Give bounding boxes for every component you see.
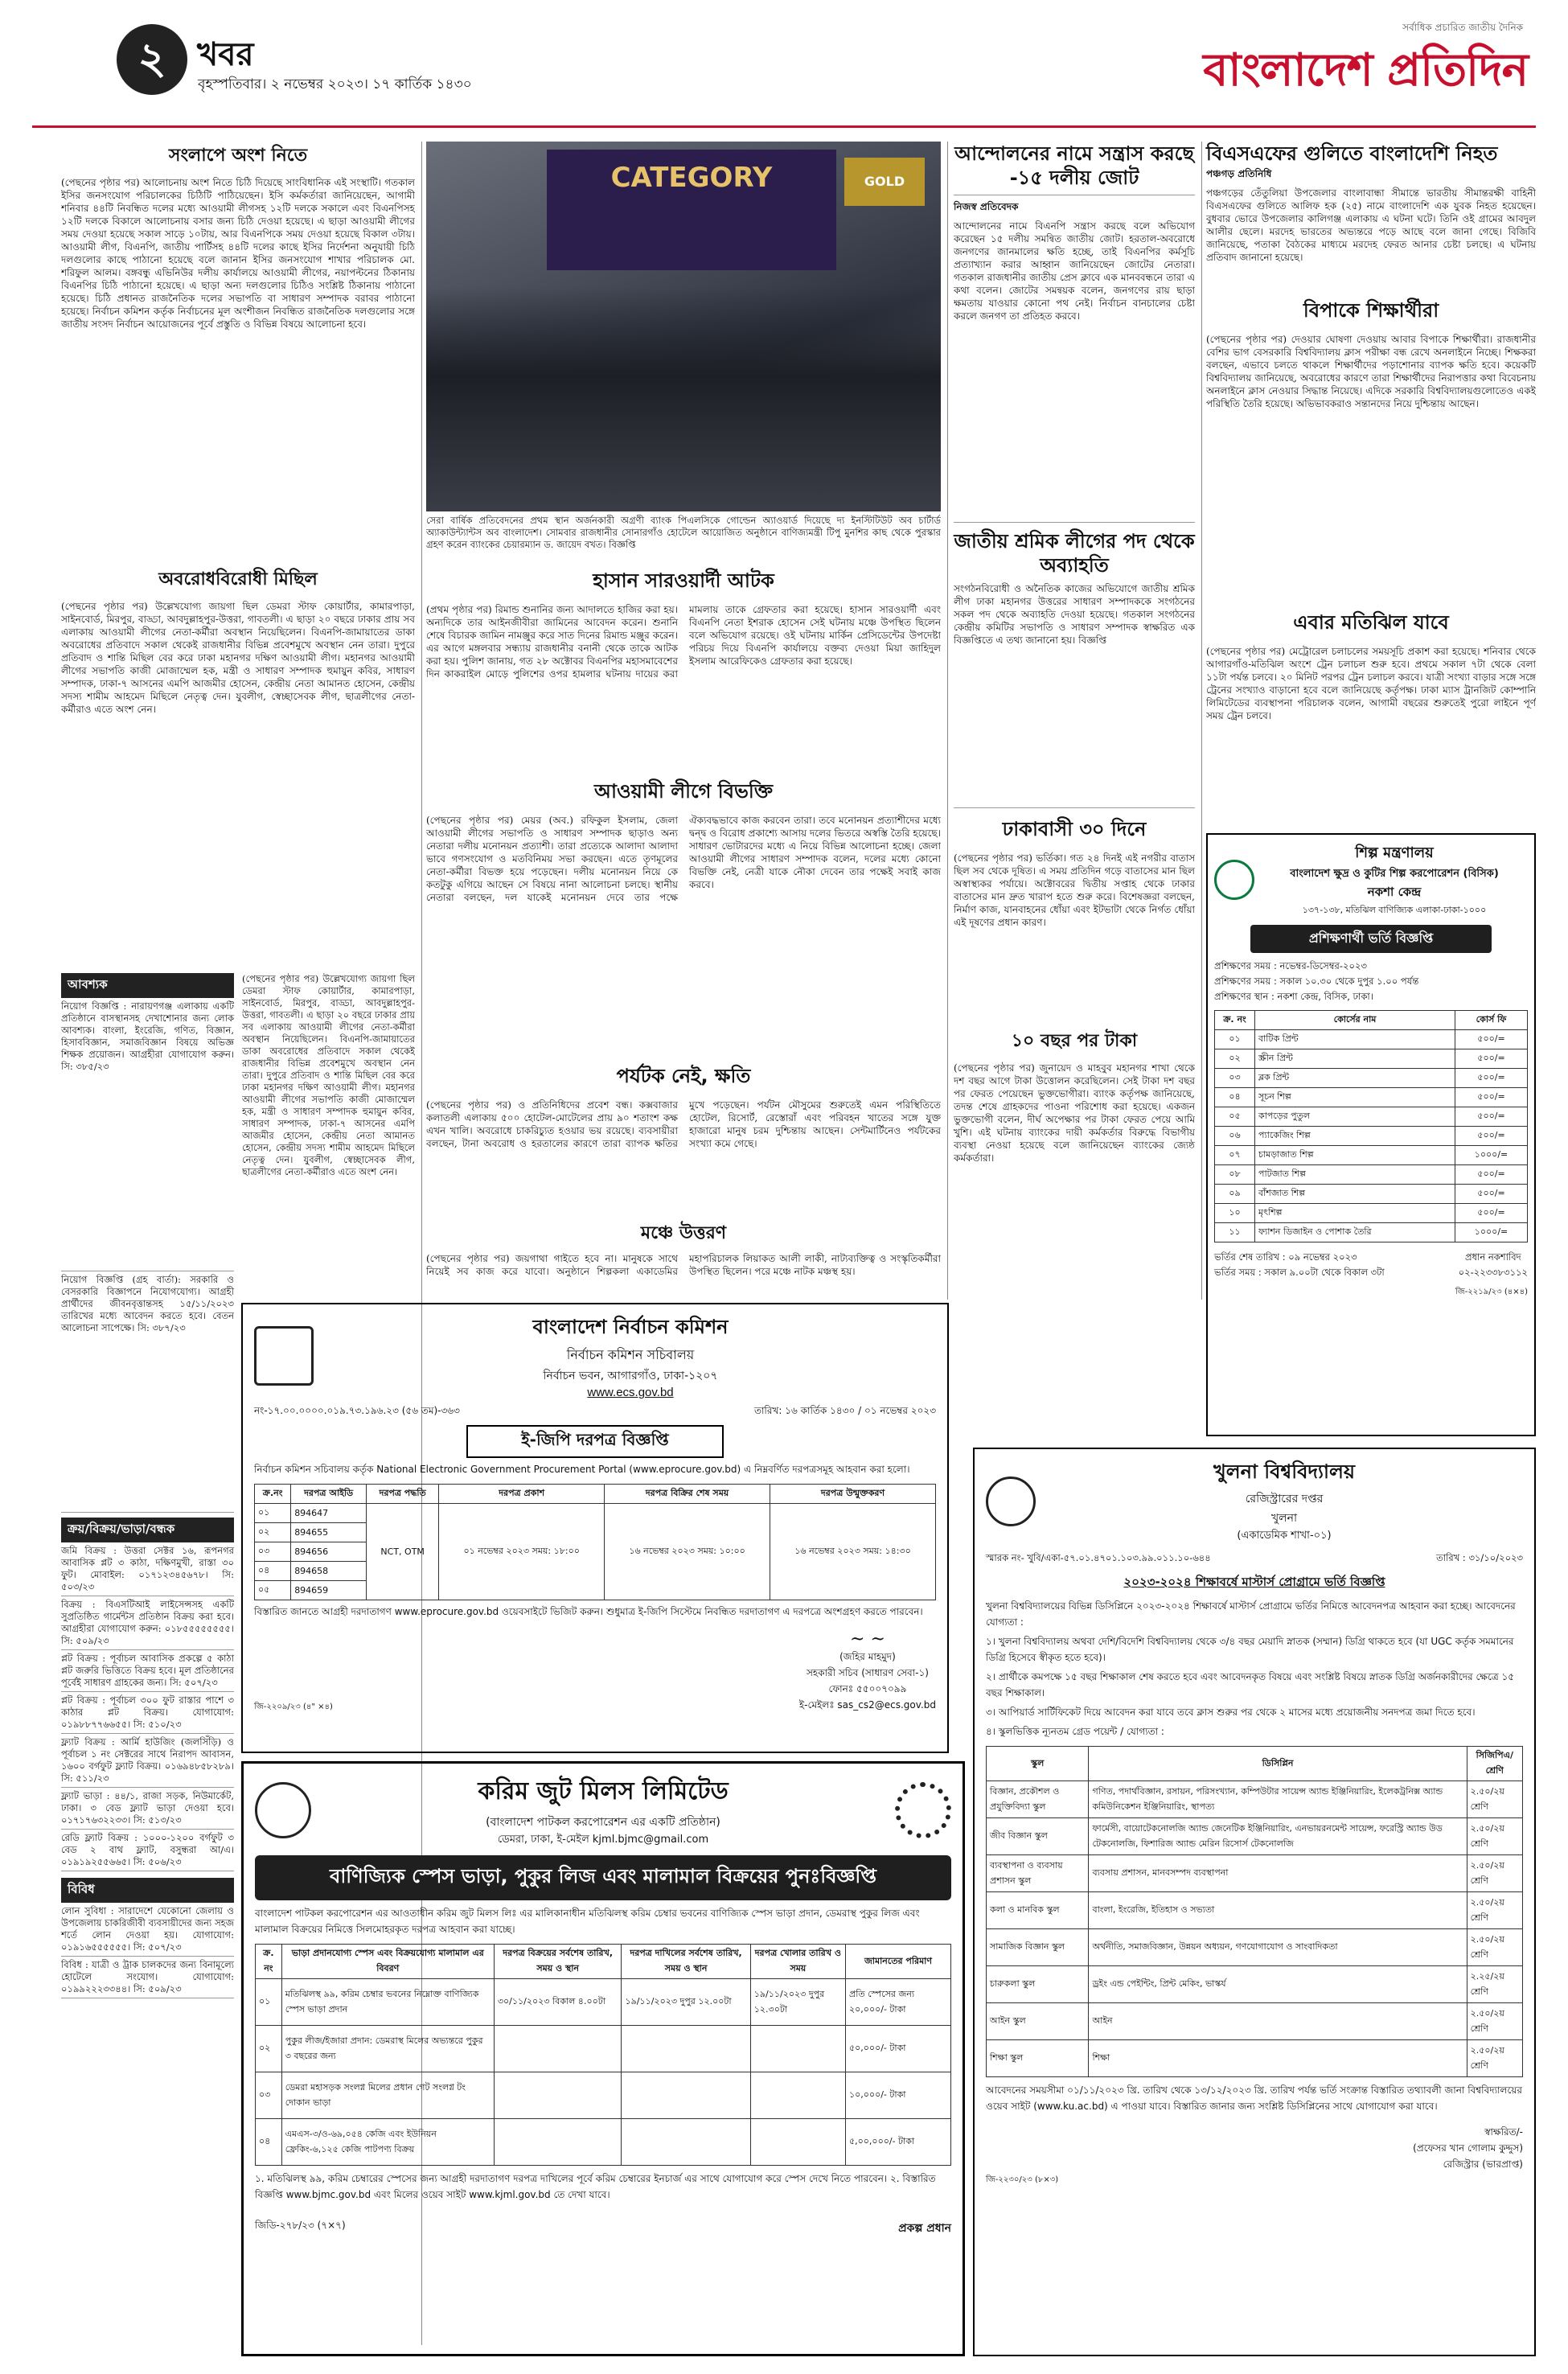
notice-footer: বিস্তারিত জানতে আগ্রহী দরদাতাগণ www.eprocure.gov.bd ওয়েবসাইটে ভিজিট করুন। শুধুমাত্র ই-জিপি সিস্টেমে নিবন্ধিত দরদাতাগণ এ দরপত্রে অংশগ্রহণ করতে পারবেন। (254, 1606, 923, 1617)
table-cell: ৫০০/= (1455, 1127, 1528, 1146)
signature-note: স্বাক্ষরিত/- (1484, 2126, 1523, 2138)
table-header: ক্র.নং (255, 1485, 291, 1504)
ad-address: ডেমরা, ঢাকা, ই-মেইল kjml.bjmc@gmail.com (497, 1834, 709, 1846)
table-cell: ৩০/১১/২০২৩ বিকাল ৪.০০টা (494, 1979, 622, 2026)
table-cell: ৫০০/= (1455, 1088, 1528, 1107)
ad-subtitle: রেজিস্ট্রারের দপ্তর (1245, 1493, 1324, 1505)
classified-item: প্লট বিক্রয় : পূর্বাচল আবাসিক প্রকল্পে ৫ কাঠা প্লট জরুরি ভিত্তিতে বিক্রয় হবে। মূল প্রতিষ্ঠানের পূর্বেই সাধারণ গ্রাহকের জন্য। সি: ৫০৭/২৩ (61, 1650, 234, 1692)
table-cell (622, 2026, 750, 2072)
table-header: ডিসিপ্লিন (1089, 1747, 1467, 1781)
table-cell: ১০০০/= (1455, 1223, 1528, 1242)
table-cell: ডেমরা মহাসড়ক সংলগ্ন মিলের প্রধান গেট সংলগ্ন টং দোকান ভাড়া (281, 2072, 494, 2119)
bjmc-logo-icon (255, 1782, 311, 1838)
page-number: ২ (138, 33, 166, 84)
table-cell: শিক্ষা স্কুল (987, 2040, 1089, 2077)
story-body: (পেছনের পৃষ্ঠার পর) আলোচনায় অংশ নিতে চিঠি দিয়েছে সাংবিধানিক এই সংস্থাটি। গতকাল ইসির জনসংযোগ পরিচালকের চিঠিটি পাঠিয়েছেন। ইসি কর্মকর্তারা জানিয়েছেন, আগামী শনিবার ৪৪টি নিবন্ধিত দলের মধ্যে আওয়ামী লীগসহ ১২টি দলকে সকালে এবং বিএনপিসহ ১২টি দলকে বিকালে আলোচনায় বসার জন্য চিঠি দেওয়া হয়েছে। এ ছাড়া আওয়ামী লীগের সময় দেওয়া হয়েছে সকাল সাড়ে ১০টায়, আর বিএনপিকে সময় দেওয়া হয়েছে বিকাল ৩টায়। আওয়ামী লীগ, বিএনপি, জাতীয় পার্টিসহ ৪৪টি দলের কাছে ইসির নির্দেশনা অনুযায়ী চিঠি দলগুলোর কাছে পাঠানো হয়েছে বলে জানান ইসির জনসংযোগ শাখার পরিচালক মো. শরিফুল আলম। বঙ্গবন্ধু এভিনিউর দলীয় কার্যালয়ে আওয়ামী লীগের, নয়াপল্টনের ঠিকানায় বিএনপির চিঠি পাঠানো হয়েছে। এ ছাড়া অন্য দলগুলোর চিঠিও সংশ্লিষ্ট ঠিকানায় পাঠানো হয়েছে। চিঠি প্রধানত রাজনৈতিক দলের সভাপতি বা সাধারণ সম্পাদক বরাবর পাঠানো হয়েছে। নির্বাচন কমিশন কর্তৃক নির্বাচনের মূল অংশীজন নিবন্ধিত রাজনৈতিক দলগুলোর সঙ্গে জাতীয় সংসদ নির্বাচন আয়োজনের পূর্বে প্রস্তুতি ও বিভিন্ন বিষয়ে আলোচনা হবে। (61, 177, 415, 330)
ad-address: ১৩৭-১৩৮, মতিঝিল বাণিজ্যিক এলাকা-ঢাকা-১০০০ (1302, 905, 1487, 915)
column-divider (1201, 142, 1202, 1300)
story-headline: অবরোধবিরোধী মিছিল (158, 569, 318, 589)
ku-logo-icon (986, 1477, 1036, 1526)
table-cell: স্ক্রীন প্রিন্ট (1255, 1049, 1455, 1069)
table-cell: ০৭ (1215, 1146, 1255, 1165)
story-body: (পেছনের পৃষ্ঠার পর) দেওয়ার ঘোষণা দেওয়ায় আবার বিপাকে শিক্ষার্থীরা। রাজধানীর বেশির ভাগ বেসরকারি বিশ্ববিদ্যালয় ক্লাস পরীক্ষা বন্ধ রেখে অনলাইনে নিচ্ছে। শিক্ষকরা বলছেন, এভাবে চলতে থাকলে শিক্ষার্থীদের পড়াশোনার ব্যাপক ক্ষতি হবে। কয়েকটি বিশ্ববিদ্যালয় জানিয়েছে, অবরোধের কারণে তারা শিক্ষার্থীদের নিরাপত্তার কথা বিবেচনায় অনলাইনে ক্লাস নেওয়ার সিদ্ধান্ত নিয়েছে। এদিকে সরকারি বিশ্ববিদ্যালয়গুলোতেও একই পরিস্থিতি তৈরি হয়েছে। অভিভাবকরাও সন্তানদের নিয়ে দুশ্চিন্তায় আছেন। (1206, 334, 1536, 409)
ad-subtitle: নির্বাচন কমিশন সচিবালয় (566, 1347, 695, 1362)
ec-logo-icon (254, 1326, 314, 1386)
table-cell: কলা ও মানবিক স্কুল (987, 1892, 1089, 1929)
table-cell: NCT, OTM (367, 1504, 439, 1600)
notice-footer: আবেদনের সময়সীমা ০১/১১/২০২৩ খ্রি. তারিখ থেকে ১৩/১২/২০২৩ খ্রি. তারিখ পর্যন্ত ভর্তি সংক্রান্ত বিস্তারিত তথ্যাবলী জানা বিশ্ববিদ্যালয়ের ওয়েব সাইট (www.ku.ac.bd) এ পাওয়া যাবে। বিস্তারিত জানার জন্য সংশ্লিষ্ট ডিসিপ্লিনের সাথে যোগাযোগ করা যাবে। (986, 2084, 1522, 2112)
ad-line: প্রশিক্ষণের সময় : সকাল ১০.৩০ থেকে দুপুর ১.০০ পর্যন্ত (1214, 975, 1419, 987)
eligibility-point: ৩। আপিয়ার্ড সার্টিফিকেট দিয়ে আবেদন করা যাবে তবে ক্লাস শুরুর পর থেকে ২ মাসের মধ্যে প্রয়োজনীয় সনদপত্র জমা দিতে হবে। (986, 1707, 1476, 1718)
photo-banner-backdrop (547, 150, 836, 270)
table-cell: মৃৎশিল্প (1255, 1204, 1455, 1223)
photo-award-text: GOLD (864, 174, 905, 189)
ad-code: জি-২২১৯/২৩ (৪×৪) (1455, 1288, 1528, 1296)
gear-icon (895, 1782, 951, 1838)
table-cell: বাংলা, ইংরেজি, ইতিহাস ও সভ্যতা (1089, 1892, 1467, 1929)
table-row (987, 1966, 1523, 2003)
dateline: বৃহস্পতিবার। ২ নভেম্বর ২০২৩। ১৭ কার্তিক ১৪৩০ (198, 76, 472, 92)
table-cell: ০২ (1215, 1049, 1255, 1069)
tender-id-cell: 894656 (291, 1542, 367, 1562)
table-cell: ১০,০০০/- টাকা (845, 2072, 950, 2119)
table-cell: এমএস-৩/ও-৬৯,০৫৪ কেজি এবং ইউনিয়ন ফ্রেকিং-৬,১২৫ কেজি পাটপণ্য বিক্রয় (281, 2119, 494, 2166)
table-cell: ০৩ (256, 2072, 282, 2119)
signer-email: ই-মেইলঃ sas_cs2@ecs.gov.bd (798, 1699, 936, 1711)
table-header: সিজিপিএ/শ্রেণি (1467, 1747, 1522, 1781)
table-cell (750, 2072, 845, 2119)
story-headline: মঞ্চে উত্তরণ (640, 1223, 727, 1243)
page-number-badge (117, 24, 187, 95)
story-headline: বিএসএফের গুলিতে বাংলাদেশি নিহত (1206, 142, 1498, 165)
table-cell: ২.৫০/২য় শ্রেণি (1467, 1855, 1522, 1892)
story-headline: জাতীয় শ্রমিক লীগের পদ থেকে অব্যাহতি (954, 522, 1195, 577)
notice-notes: ১. মতিঝিলস্থ ৯৯, করিম চেম্বারের স্পেসের জন্য আগ্রহী দরদাতাগণ দরপত্র দাখিলের পূর্বে করিম চেম্বারের ইনচার্জ এর সাথে যোগাযোগ করে স্পেস দেখে নিতে পারবেন। ২. বিস্তারিত বিজ্ঞপ্তি www.bjmc.gov.bd এবং মিলের ওয়েব সাইট www.kjml.gov.bd তে দেখা যাবে। (255, 2173, 936, 2200)
story-headline: বিপাকে শিক্ষার্থীরা (1303, 299, 1439, 322)
table-cell (750, 2026, 845, 2072)
memo-date: তারিখ: ১৬ কার্তিক ১৪৩০ / ০১ নভেম্বর ২০২৩ (753, 1405, 936, 1416)
classified-item: লোন সুবিধা : সারাদেশে যেকোনো জেলায় ও উপজেলায় চাকরিজীবী ব্যবসায়ীদের জন্য সহজ শর্তে লোন দেওয়া হয়। যোগাযোগ: ০১৯১৬৫৫৫৫৫৫। সি: ৫০৭/২৩ (61, 1903, 234, 1957)
masthead-rule (32, 125, 1536, 128)
karim-jute-ad (241, 1761, 965, 2356)
story-body: সংগঠনবিরোধী ও অনৈতিক কাজের অভিযোগে জাতীয় শ্রমিক লীগ ঢাকা মহানগর উত্তরের সাধারণ সম্পাদককে সংগঠনের সকল পদ থেকে অব্যাহতি দেওয়া হয়েছে। গতকাল সংগঠনের কেন্দ্রীয় কমিটির সভাপতি ও সাধারণ সম্পাদক স্বাক্ষরিত এক বিজ্ঞপ্তিতে এ তথ্য জানানো হয়। বিজ্ঞপ্তি (954, 583, 1195, 646)
ad-website[interactable]: www.ecs.gov.bd (587, 1386, 674, 1399)
table-cell: ৫০০/= (1455, 1049, 1528, 1069)
column-3-stories-wrap (954, 142, 1195, 1300)
table-cell: ৫০০/= (1455, 1030, 1528, 1049)
notice-intro: নির্বাচন কমিশন সচিবালয় কর্তৃক National Electronic Government Procurement Portal (www.eprocure.gov.bd) এ নিম্নবর্ণিত দরপত্রসমূহ আহবান করা হলো। (254, 1464, 910, 1475)
eligibility-point: ৪। স্কুলভিত্তিক ন্যূনতম গ্রেড পয়েন্ট / যোগ্যতা : (986, 1726, 1164, 1737)
notice-intro: বাংলাদেশ পাটকল করপোরেশন এর আওতাধীন করিম জুট মিলস লিঃ এর মালিকানাধীন মতিঝিলস্থ করিম চেম্বার ভবনের বাণিজ্যিক স্পেস ভাড়া প্রদান, ডেমরাস্থ পুকুর লিজ এবং মালামাল বিক্রয়ের নিমিত্তে সিলমোহরকৃত দরপত্র আহবান করা যাচ্ছে। (255, 1908, 920, 1935)
table-header: কোর্স ফি (1455, 1011, 1528, 1030)
story-body: (পেছনের পৃষ্ঠার পর) উল্লেখযোগ্য জায়গা ছিল ডেমরা স্টাফ কোয়ার্টার, কামারপাড়া, সাইনবোর্ড, মিরপুর, বাড্ডা, আবদুল্লাহপুর-উত্তরা, গাবতলী। এ ছাড়া ২০ বছরে ঢাকার প্রায় সব এলাকায় আওয়ামী লীগের নেতা-কর্মীরা অবস্থান নিয়েছিলেন। বিএনপি-জামায়াতের ডাকা অবরোধের প্রতিবাদে সকাল থেকেই রাজধানীর বিভিন্ন প্রবেশমুখে অবস্থান নেন তারা। দুপুরে প্রতিবাদ ও শান্তি মিছিল বের করে ঢাকা মহানগর দক্ষিণ আওয়ামী লীগ। মহানগর আওয়ামী লীগের সভাপতি কাজী মোজাম্মেল হক, মন্ত্রী ও সাধারণ সম্পাদক হুমায়ুন কবির, সাধারণ সম্পাদক, ঢাকা-৭ আসনের এমপি আজমীর হোসেন, কেন্দ্রীয় নেতা আমানত হোসেন, কেন্দ্রীয় সদস্য শামীম আহমেদ মিছিলে নেতৃত্ব দেন। যুবলীগ, স্বেচ্ছাসেবক লীগ, ছাত্রলীগের নেতা-কর্মীরাও এতে অংশ নেন। (61, 601, 415, 715)
table-cell: আইন স্কুল (987, 2003, 1089, 2040)
ad-footer-line: ভর্তির সময় : সকাল ৯.০০টা থেকে বিকাল ৩টা (1214, 1267, 1385, 1278)
masthead (32, 11, 1536, 132)
tender-table (254, 1484, 936, 1600)
table-header: ভাড়া প্রদানযোগ্য স্পেস এবং বিক্রয়যোগ্য মালামাল এর বিবরণ (281, 1945, 494, 1979)
table-row (1215, 1049, 1528, 1069)
table-cell: ১৯/১১/২০২৩ দুপুর ১২.০০টা (622, 1979, 750, 2026)
ad-footer-line: ভর্তির শেষ তারিখ : ০৯ নভেম্বর ২০২৩ (1214, 1251, 1357, 1263)
story-headline: হাসান সারওয়ার্দী আটক (593, 569, 774, 592)
section-title: খবর (197, 36, 254, 73)
bscic-ad (1206, 833, 1536, 1436)
table-row (987, 2003, 1523, 2040)
story-headline: আওয়ামী লীগে বিভক্তি (593, 780, 774, 803)
table-row (1215, 1127, 1528, 1146)
story-body: আন্দোলনের নামে বিএনপি সন্ত্রাস করছে বলে অভিযোগ করেছেন ১৫ দলীয় সমন্বিত জাতীয় জোট। হরতাল-অবরোধে জনগণের জানমালের ক্ষতি হচ্ছে, তাই বিএনপির কর্মসূচি প্রত্যাখ্যান করার আহ্বান জানিয়েছেন জোটের নেতারা। গতকাল রাজধানীর জাতীয় প্রেস ক্লাবে এক মানববন্ধনে তারা এ কথা বলেন। জোটের সমন্বয়ক বলেন, জনগণের রায় ছাড়া ক্ষমতায় যাওয়ার কোনো পথ নেই। নির্বাচন বানচালের চেষ্টা করলে জনগণ তা প্রতিহত করবে। (954, 220, 1195, 322)
table-cell: ১১ (1215, 1223, 1255, 1242)
tender-id-cell: 894655 (291, 1523, 367, 1542)
table-cell: বাঁশজাত শিল্প (1255, 1185, 1455, 1204)
table-cell: চারুকলা স্কুল (987, 1966, 1089, 2003)
table-row (1215, 1107, 1528, 1127)
table-row (987, 1929, 1523, 1966)
story-byline: পঞ্চগড় প্রতিনিধি (1206, 168, 1272, 179)
signer-name: (প্রফেসর খান গোলাম কুদ্দুস) (1413, 2142, 1523, 2154)
table-cell: ০৩ (255, 1542, 291, 1562)
tender-table (255, 1944, 951, 2166)
table-cell (622, 2119, 750, 2166)
story-body: (পেছনের পৃষ্ঠার পর) ও প্রতিনিধিদের প্রবেশ বন্ধ। কক্সবাজার কলাতলী এলাকায় ৫০০ হোটেল-মোটেলের প্রায় ৯০ শতাংশ কক্ষ এখন খালি। অবরোধে চাকরিচ্যুত হওয়ার ভয় রয়েছে। ব্যবসায়ীরা বলছেন, টানা অবরোধ ও হরতালের কারণে তারা ব্যাপক ক্ষতির মুখে পড়েছেন। পর্যটন মৌসুমের শুরুতেই এমন পরিস্থিতিতে হোটেল, রিসোর্ট, রেস্তোরাঁ এবং পরিবহন খাতের সঙ্গে যুক্ত হাজারো মানুষ চরম দুশ্চিন্তায় আছেন। সেন্টমার্টিনেও পর্যটকের সংখ্যা কমে গেছে। (426, 1099, 941, 1149)
signer-name: (জহির মাহমুদ) (839, 1651, 896, 1662)
classified-header: বিবিধ (61, 1878, 234, 1903)
table-cell (750, 2119, 845, 2166)
photo-award-backdrop (844, 158, 925, 206)
story-body: (প্রথম পৃষ্ঠার পর) রিমান্ড শুনানির জন্য আদালতে হাজির করা হয়। অন্যদিকে তার আইনজীবীরা জামিনের আবেদন করেন। শুনানি শেষে বিচারক জামিন নামঞ্জুর করে সাত দিনের রিমান্ড মঞ্জুর করেন। এর আগে মঙ্গলবার সন্ধ্যায় রাজধানীর বনানী থেকে তাকে আটক করা হয়। পুলিশ জানায়, গত ২৮ অক্টোবর বিএনপির মহাসমাবেশের দিন কাকরাইল মোড়ে পুলিশের ওপর হামলার ঘটনায় দায়ের করা মামলায় তাকে গ্রেফতার করা হয়েছে। হাসান সারওয়ার্দী এবং বিএনপি নেতা ইশরাক হোসেন সেই ঘটনায় মঞ্চে উপস্থিত ছিলেন বলে অভিযোগ রয়েছে। ওই ঘটনায় মার্কিন প্রেসিডেন্টের উপদেষ্টা পরিচয় দিয়ে বিএনপি কার্যালয়ে বক্তব্য দেওয়া মিয়া জাহিদুল ইসলাম আরেফিকেও গ্রেফতার করা হয়েছে। (426, 604, 941, 680)
table-row (256, 2119, 951, 2166)
table-cell: ড্রইং এন্ড পেইন্টিং, প্রিন্ট মেকিং, ভাস্কর্য (1089, 1966, 1467, 2003)
paper-tagline: সর্বাধিক প্রচারিত জাতীয় দৈনিক (1402, 22, 1523, 33)
classified-item: বিক্রয় : বিএসটিআই লাইসেন্সসহ একটি সুপ্রতিষ্ঠিত গার্মেন্টস প্রতিষ্ঠান বিক্রয় করা হবে। আগ্রহীরা যোগাযোগ করুন: ০১৮৫৫৫৫৫৫৫৫। সি: ৫০৯/২৩ (61, 1596, 234, 1650)
table-row (1215, 1146, 1528, 1165)
ad-code: জিডি-২৭৮/২৩ (৭×৭) (255, 2220, 346, 2231)
tender-id-cell: 894658 (291, 1562, 367, 1581)
table-row (987, 1781, 1523, 1818)
table-cell: ০৮ (1215, 1165, 1255, 1185)
ad-org: বাংলাদেশ ক্ষুদ্র ও কুটির শিল্প করপোরেশন (বিসিক) (1290, 868, 1499, 880)
table-cell: ৫০০/= (1455, 1185, 1528, 1204)
table-cell: সামাজিক বিজ্ঞান স্কুল (987, 1929, 1089, 1966)
table-cell: বিজ্ঞান, প্রকৌশল ও প্রযুক্তিবিদ্যা স্কুল (987, 1781, 1089, 1818)
table-header: ক্র. নং (1215, 1011, 1255, 1030)
khulna-university-ad (973, 1448, 1536, 2356)
table-row (987, 1855, 1523, 1892)
table-cell (494, 2072, 622, 2119)
table-cell: জীব বিজ্ঞান স্কুল (987, 1818, 1089, 1855)
table-cell: চামড়াজাত শিল্প (1255, 1146, 1455, 1165)
table-cell: ব্লক প্রিন্ট (1255, 1069, 1455, 1088)
table-cell: ১৯/১১/২০২৩ দুপুর ১২.৩০টা (750, 1979, 845, 2026)
ad-banner: বাণিজ্যিক স্পেস ভাড়া, পুকুর লিজ এবং মালামাল বিক্রয়ের পুনঃবিজ্ঞপ্তি (255, 1855, 951, 1900)
column-divider (947, 142, 948, 1300)
paper-logo: বাংলাদেশ প্রতিদিন (1203, 44, 1528, 97)
table-row (1215, 1088, 1528, 1107)
story-body: (পেছনের পৃষ্ঠার পর) জয়গাথা গাইতে হবে না। মানুষকে সাথে নিয়েই সব কাজ করে যাবো। অনুষ্ঠানে শিল্পকলা একাডেমির মহাপরিচালক লিয়াকত আলী লাকী, নাট্যব্যক্তিত্ব ও সংস্কৃতিকর্মীরা উপস্থিত ছিলেন। পরে মঞ্চে নাটক মঞ্চস্থ হয়। (426, 1253, 941, 1277)
table-cell: ০৫ (255, 1581, 291, 1600)
table-cell: ব্যবসায় প্রশাসন, মানবসম্পদ ব্যবস্থাপনা (1089, 1855, 1467, 1892)
classified-item: জমি বিক্রয় : উত্তরা সেক্টর ১৬, রূপনগর আবাসিক প্লট ৩ কাঠা, দক্ষিণমুখী, রাস্তা ৩০ ফুট। মোবাইল: ০১৭১২৩৪৫৬৭৮। সি: ৫০৩/২৩ (61, 1542, 234, 1596)
column-4 (1206, 142, 1536, 1444)
table-cell: ২.৫০/২য় শ্রেণি (1467, 2003, 1522, 2040)
discipline-table (986, 1746, 1523, 2077)
classified-item: ফ্ল্যাট বিক্রয় : আর্মি হাউজিং (জলসিঁড়ি) ও পূর্বাচল ১ নং সেক্টরের সাথে নিরাপদ আবাসন, ১৬০০ বর্গফুট ফ্ল্যাট বিক্রয়। ০১৬৯৪৮৫৮২৮৯। সি: ৫১১/২৩ (61, 1734, 234, 1788)
table-cell: ০২ (255, 1523, 291, 1542)
table-cell: ২.৫০/২য় শ্রেণি (1467, 1818, 1522, 1855)
story-headline: সংলাপে অংশ নিতে (168, 146, 308, 166)
table-header: দরপত্র উন্মুক্তকরণ (770, 1485, 936, 1504)
table-cell: শিক্ষা (1089, 2040, 1467, 2077)
photo-people (426, 286, 941, 511)
table-cell: ০৩ (1215, 1069, 1255, 1088)
classified-item: ফ্ল্যাট ভাড়া : ৪৪/১, রাজা সড়ক, নিউমার্কেট, ঢাকা। ৩ বেড ফ্ল্যাট ভাড়া দেওয়া হবে। ০১৭১৭৬৩২২৩৩। সি: ৫১৩/২৩ (61, 1788, 234, 1830)
table-cell: গণিত, পদার্থবিজ্ঞান, রসায়ন, পরিসংখ্যান, কম্পিউটার সায়েন্স অ্যান্ড ইঞ্জিনিয়ারিং, ইলেকট্রনিক্স অ্যান্ড কমিউনিকেশন ইঞ্জিনিয়ারিং, স্থাপত্য (1089, 1781, 1467, 1818)
table-cell: ০১ (255, 1504, 291, 1523)
table-cell: পাটজাত শিল্প (1255, 1165, 1455, 1185)
classified-header: ক্রয়/বিক্রয়/ভাড়া/বন্ধক (61, 1518, 234, 1542)
table-cell: ০৬ (1215, 1127, 1255, 1146)
ad-line: প্রশিক্ষণের সময় : নভেম্বর-ডিসেম্বর-২০২৩ (1214, 960, 1367, 971)
table-cell (494, 2026, 622, 2072)
award-photo (426, 142, 941, 511)
table-row (987, 2040, 1523, 2077)
table-header: ক্র. নং (256, 1945, 282, 1979)
photo-caption: সেরা বার্ষিক প্রতিবেদনের প্রথম স্থান অর্জনকারী অগ্রণী ব্যাংক পিএলসিকে গোল্ডেন অ্যাওয়ার্ড দিয়েছে দ্য ইনস্টিটিউট অব চার্টার্ড অ্যাকাউন্ট্যান্টস অব বাংলাদেশ। সোমবার রাজধানীর সোনারগাঁও হোটেলে আয়োজিত অনুষ্ঠানে বাণিজ্যমন্ত্রী টিপু মুনশির কাছ থেকে পুরস্কার গ্রহণ করেন ব্যাংকের চেয়ারম্যান ড. জায়েদ বখত। বিজ্ঞপ্তি (426, 515, 941, 550)
ad-center: নকশা কেন্দ্র (1367, 885, 1422, 899)
table-row (256, 1979, 951, 2026)
signature-icon: ~ ~ (850, 1629, 885, 1649)
table-cell: ০৪ (256, 2119, 282, 2166)
classified-item: বিবিধ : যাত্রী ও ট্রাক চালকদের জন্য বিনামূল্যে হোটেলে সংযোগ। যোগাযোগ: ০১৯৯২২২৩৩৪৪। সি: ৫০৯/২৩ (61, 1957, 234, 1998)
classified-item: নিয়োগ বিজ্ঞপ্তি : নারায়ণগঞ্জ এলাকায় একটি প্রতিষ্ঠানে বাসস্থানসহ দেখাশোনার জন্য লোক আবশ্যক। বাংলা, ইংরেজি, গণিত, বিজ্ঞান, হিসাববিজ্ঞান, সমাজবিজ্ঞান বিষয়ে অভিজ্ঞ শিক্ষক প্রয়োজন। আগ্রহীরা যোগাযোগ করুন। সি: ৩৮৫/২৩ (61, 998, 234, 1271)
ad-address: নির্বাচন ভবন, আগারগাঁও, ঢাকা-১২০৭ (543, 1370, 718, 1382)
table-cell: মতিঝিলস্থ ৯৯, করিম চেম্বার ভবনের নিম্নোক্ত বাণিজ্যিক স্পেস ভাড়া প্রদান (281, 1979, 494, 2026)
eligibility-point: ১। খুলনা বিশ্ববিদ্যালয় অথবা দেশি/বিদেশি বিশ্ববিদ্যালয় থেকে ৩/৪ বছর মেয়াদি স্নাতক (সম্মান) ডিগ্রি থাকতে হবে (যা UGC কর্তৃক সমমানের ডিগ্রি হিসেবে স্বীকৃত হতে হবে)। (986, 1636, 1514, 1663)
ad-banner: প্রশিক্ষণার্থী ভর্তি বিজ্ঞপ্তি (1250, 925, 1492, 953)
story-body: (পেছনের পৃষ্ঠার পর) জুনায়েদ ও মাহবুব মহানগর শাখা থেকে দশ বছর আগে টাকা উত্তোলন করেছিলেন। সেই টাকা দশ বছর পর ফেরত পেয়েছেন ভুক্তভোগীরা। ব্যাংক কর্তৃপক্ষ জানিয়েছে, তদন্ত শেষে গ্রাহকদের পাওনা পরিশোধ করা হয়েছে। একজন ভুক্তভোগী বলেন, দীর্ঘ অপেক্ষার পর টাকা ফেরত পেয়ে আমি খুশি। এই ঘটনায় ব্যাংকের দায়ী কর্মকর্তার বিরুদ্ধে বিভাগীয় ব্যবস্থা নেওয়া হয়েছে বলে জানিয়েছেন ব্যাংকের জ্যেষ্ঠ কর্মকর্তারা। (954, 1062, 1195, 1164)
table-cell: ০৪ (255, 1562, 291, 1581)
table-cell: ৫,০০,০০০/- টাকা (845, 2119, 950, 2166)
table-cell: বাটিক প্রিন্ট (1255, 1030, 1455, 1049)
table-cell: ০৯ (1215, 1185, 1255, 1204)
ad-title: খুলনা বিশ্ববিদ্যালয় (1213, 1460, 1355, 1483)
story-byline: নিজস্ব প্রতিবেদক (954, 201, 1019, 212)
story-headline: ঢাকাবাসী ৩০ দিনে (954, 807, 1195, 847)
table-cell (494, 2119, 622, 2166)
table-row (1215, 1204, 1528, 1223)
tender-id-cell: 894659 (291, 1581, 367, 1600)
ad-code: জি-২২৩০/২৩ (৮×৩) (986, 2175, 1059, 2184)
story-headline: এবার মতিঝিল যাবে (1293, 611, 1449, 634)
table-cell: সূচন শিল্প (1255, 1088, 1455, 1107)
table-cell: অর্থনীতি, সমাজবিজ্ঞান, উন্নয়ন অধ্যয়ন, গণযোগাযোগ ও সাংবাদিকতা (1089, 1929, 1467, 1966)
table-header: কোর্সের নাম (1255, 1011, 1455, 1030)
signer-role: সহকারী সচিব (সাধারণ সেবা-১) (806, 1667, 929, 1678)
story-headline: আন্দোলনের নামে সন্ত্রাস করছে -১৫ দলীয় জোট (954, 142, 1195, 195)
table-row (1215, 1185, 1528, 1204)
table-cell: কাপড়ের পুতুল (1255, 1107, 1455, 1127)
table-row (256, 2026, 951, 2072)
table-header: দরপত্র আইডি (291, 1485, 367, 1504)
story-headline: ১০ বছর পর টাকা (1011, 1031, 1138, 1051)
ad-subtitle: (একাডেমিক শাখা-০১) (1237, 1530, 1332, 1542)
ad-title: শিল্প মন্ত্রণালয় (1355, 844, 1434, 861)
photo-block (426, 142, 941, 560)
table-header: দরপত্র পদ্ধতি (367, 1485, 439, 1504)
classified-item: নিয়োগ বিজ্ঞপ্তি (গ্রহ বার্তা): সরকারি ও বেসরকারি বিজ্ঞাপনে নিযোগযোগ্য। আগ্রহী প্রার্থীদের জীবনবৃত্তান্তসহ ১৫/১১/২০২৩ তারিখের মধ্যে আবেদন করতে হবে। বেতন আলোচনা সাপেক্ষে। সি: ৩৮৭/২৩ (61, 1271, 234, 1513)
table-cell: ৫০০/= (1455, 1165, 1528, 1185)
table-cell: ব্যবস্থাপনা ও ব্যবসায় প্রশাসন স্কুল (987, 1855, 1089, 1892)
table-cell: প্যাকেজিং শিল্প (1255, 1127, 1455, 1146)
story-body: (পেছনের পৃষ্ঠার পর) মেয়র (অব.) রফিকুল ইসলাম, জেলা আওয়ামী লীগের সভাপতি ও সাধারণ সম্পাদক ছাড়াও অন্য নেতারা দলীয় মনোনয়ন প্রত্যাশী। তারা প্রত্যেকে আলাদা আলাদা ভাবে গণসংযোগ ও মতবিনিময় সভা করছেন। এতে তৃণমূলের নেতা-কর্মীরা বিভক্ত হয়ে পড়েছেন। দলীয় মনোনয়ন নিয়ে কে কতটুকু এগিয়ে আছেন সে বিষয়ে নানা আলোচনা চলছে। স্থানীয় নেতারা বলছেন, দল যাকেই মনোনয়ন দেবে তার পক্ষে ঐক্যবদ্ধভাবে কাজ করবেন তারা। তবে মনোনয়ন প্রত্যাশীদের মধ্যে দ্বন্দ্ব ও বিরোধ প্রকাশ্যে আসায় দলের ভিতরে অস্বস্তি তৈরি হয়েছে। সাধারণ ভোটারদের মধ্যে এ নিয়ে বিভিন্ন আলোচনা হচ্ছে। জেলা আওয়ামী লীগের সাধারণ সম্পাদক বলেন, দলের মধ্যে কোনো বিভক্তি নেই, নেত্রী যাকে নৌকা দেবেন তার পক্ষেই সবাই কাজ করবে। (426, 815, 941, 903)
table-header: দরপত্র প্রকাশ (439, 1485, 605, 1504)
table-cell (622, 2072, 750, 2119)
table-cell: ২.৫০/২য় শ্রেণি (1467, 1781, 1522, 1818)
table-cell: ৫০০/= (1455, 1204, 1528, 1223)
table-cell: ২.২৫/২য় শ্রেণি (1467, 1966, 1522, 2003)
table-row (987, 1818, 1523, 1855)
table-cell: ৫০০/= (1455, 1069, 1528, 1088)
story-headline: পর্যটক নেই, ক্ষতি (616, 1065, 751, 1087)
table-cell: ৫০,০০০/- টাকা (845, 2026, 950, 2072)
table-row (1215, 1223, 1528, 1242)
table-header: দরপত্র বিক্রির শেষ সময় (605, 1485, 770, 1504)
table-row (255, 1504, 936, 1523)
notice-title: ই-জিপি দরপত্র বিজ্ঞপ্তি (466, 1425, 724, 1458)
ad-code: জি-২২০৯/২৩ (৪" ×৪) (254, 1702, 333, 1711)
eligibility-point: ২। প্রার্থীকে কমপক্ষে ১৫ বছর শিক্ষাকাল শেষ করতে হবে এবং আবেদনকৃত বিষয়ে এবং সংশ্লিষ্ট বিষয়ে স্নাতক ডিগ্রি অর্জনকারীদের ক্ষেত্রে ১৫ বছর শিক্ষাকাল। (986, 1671, 1515, 1698)
story-body: পঞ্চগড়ের তেঁতুলিয়া উপজেলার বাংলাবান্ধা সীমান্তে ভারতীয় সীমান্তরক্ষী বাহিনী বিএসএফের গুলিতে আলিফ হক (২৫) নামে বাংলাদেশি এক যুবক নিহত হয়েছেন। বুধবার ভোরে উপজেলার কালিগঞ্জ এলাকায় এ ঘটনা ঘটে। তিনি ওই গ্রামের আবদুল আলীর ছেলে। মরদেহ ভারতের অভ্যন্তরে পড়ে আছে বলে জানা গেছে। বিজিবি জানিয়েছে, পতাকা বৈঠকের মাধ্যমে মরদেহ ফেরত আনার চেষ্টা চলছে। এ ঘটনায় প্রতিবাদ জানানো হয়েছে। (1206, 187, 1536, 263)
table-header: দরপত্র বিক্রয়ের সর্বশেষ তারিখ, সময় ও স্থান (494, 1945, 622, 1979)
table-cell: ২.৫০/২য় শ্রেণি (1467, 1892, 1522, 1929)
table-cell: ০১ (1215, 1030, 1255, 1049)
table-header: দরপত্র দাখিলের সর্বশেষ তারিখ, সময় ও স্থান (622, 1945, 750, 1979)
table-cell: ০২ (256, 2026, 282, 2072)
table-row (1215, 1069, 1528, 1088)
table-row (1215, 1030, 1528, 1049)
table-cell: ৫০০/= (1455, 1107, 1528, 1127)
signer-role: রেজিস্ট্রার (ভারপ্রাপ্ত) (1443, 2158, 1523, 2170)
memo-number: নং-১৭.০০.০০০০.০১৯.৭৩.১৯৬.২৩ (৫৬ তম)-৩৬৩ (254, 1405, 460, 1416)
bscic-logo-icon (1214, 860, 1254, 900)
table-cell: পুকুর লীজ/ইজারা প্রদান: ডেমরাস্থ মিলের অভ্যন্তরে পুকুর ৩ বছরের জন্য (281, 2026, 494, 2072)
ad-subtitle: খুলনা (1270, 1512, 1298, 1525)
table-cell: ফ্যাশন ডিজাইন ও পোশাক তৈরি (1255, 1223, 1455, 1242)
table-cell: ২.৫০/২য় শ্রেণি (1467, 2040, 1522, 2077)
classified-header: আবশ্যক (61, 973, 234, 998)
table-cell: ১০ (1215, 1204, 1255, 1223)
signer-name: প্রকল্প প্রধান (898, 2222, 951, 2235)
ec-tender-ad (241, 1303, 949, 1753)
table-cell: ফার্মেসী, বায়োটেকনোলজি অ্যান্ড জেনেটিক ইঞ্জিনিয়ারিং, এনভায়রনমেন্ট সায়েন্স, ফরেস্ট্রি অ্যান্ড উড টেকনোলজি, ফিশারিজ অ্যান্ড মেরিন রিসোর্স টেকনোলজি (1089, 1818, 1467, 1855)
ad-phone: ০২-২২৩৩৮৩১১২ (1458, 1267, 1528, 1278)
table-header: স্কুল (987, 1747, 1089, 1781)
table-cell: ১৬ নভেম্বর ২০২৩ সময়: ১৪:৩০ (770, 1504, 936, 1600)
classified-item: রেডি ফ্ল্যাট বিক্রয় : ১০০০-১২০০ বর্গফুট ৩ বেড ২ বাথ ফ্ল্যাট, বসুন্ধরা আ/এ। ০১৯১৯২৫৫৬৬৫। সি: ৫০৬/২৩ (61, 1830, 234, 1871)
table-row (256, 2072, 951, 2119)
course-table (1214, 1010, 1528, 1242)
ad-title: বাংলাদেশ নির্বাচন কমিশন (532, 1316, 729, 1338)
table-row (1215, 1165, 1528, 1185)
signer-phone: ফোনঃ ৫৫০০৭০৯৯ (828, 1683, 907, 1694)
tender-id-cell: 894647 (291, 1504, 367, 1523)
table-cell: প্রতি স্পেসের জন্য ২০,০০০/- টাকা (845, 1979, 950, 2026)
notice-intro: খুলনা বিশ্ববিদ্যালয়ের বিভিন্ন ডিসিপ্লিনে ২০২৩-২০২৪ শিক্ষাবর্ষে মাস্টার্স প্রোগ্রামে ভর্তির নিমিত্তে আবেদনপত্র আহবান করা হচ্ছে। আবেদনের যোগ্যতা : (986, 1600, 1516, 1628)
table-header: দরপত্র খোলার তারিখ ও সময় (750, 1945, 845, 1979)
table-cell: আইন (1089, 2003, 1467, 2040)
column-2 (426, 566, 941, 1277)
table-cell: ২.৫০/২য় শ্রেণি (1467, 1929, 1522, 1966)
table-cell: ০১ নভেম্বর ২০২৩ সময়: ১৮:০০ (439, 1504, 605, 1600)
classified-item: প্লট বিক্রয় : পূর্বাচল ৩০০ ফুট রাস্তার পাশে ৩ কাঠার প্লট বিক্রয়। যোগাযোগ: ০১৯৮৮৭৭৬৬৫৫। সি: ৫১০/২৩ (61, 1692, 234, 1734)
notice-title: ২০২৩-২০২৪ শিক্ষাবর্ষে মাস্টার্স প্রোগ্রামে ভর্তি বিজ্ঞপ্তি (1123, 1575, 1385, 1589)
ad-subtitle: (বাংলাদেশ পাটকল করপোরেশন এর একটি প্রতিষ্ঠান) (486, 1816, 720, 1829)
table-row (987, 1892, 1523, 1929)
table-cell: ০১ (256, 1979, 282, 2026)
table-cell: ০৫ (1215, 1107, 1255, 1127)
photo-banner-text: CATEGORY (610, 162, 773, 194)
table-header: জামানতের পরিমাণ (845, 1945, 950, 1979)
table-cell: ১০০০/= (1455, 1146, 1528, 1165)
memo-number: স্মারক নং- খুবি/একা-৫৭.০১.৪৭০১.১০৩.৯৯.০১১.১০-৬৪৪ (986, 1552, 1211, 1563)
story-body-continued: (পেছনের পৃষ্ঠার পর) উল্লেখযোগ্য জায়গা ছিল ডেমরা স্টাফ কোয়ার্টার, কামারপাড়া, সাইনবোর্ড, মিরপুর, বাড্ডা, আবদুল্লাহপুর-উত্তরা, গাবতলী। এ ছাড়া ২০ বছরে ঢাকার প্রায় সব এলাকায় আওয়ামী লীগের নেতা-কর্মীরা অবস্থান নিয়েছিলেন। বিএনপি-জামায়াতের ডাকা অবরোধের প্রতিবাদে সকাল থেকেই রাজধানীর বিভিন্ন প্রবেশমুখে অবস্থান নেন তারা। দুপুরে প্রতিবাদ ও শান্তি মিছিল বের করে ঢাকা মহানগর দক্ষিণ আওয়ামী লীগ। মহানগর আওয়ামী লীগের সভাপতি কাজী মোজাম্মেল হক, মন্ত্রী ও সাধারণ সম্পাদক হুমায়ুন কবির, সাধারণ সম্পাদক, ঢাকা-৭ আসনের এমপি আজমীর হোসেন, কেন্দ্রীয় নেতা আমানত হোসেন, কেন্দ্রীয় সদস্য শামীম আহমেদ মিছিলে নেতৃত্ব দেন। যুবলীগ, স্বেচ্ছাসেবক লীগ, ছাত্রলীগের নেতা-কর্মীরাও এতে অংশ নেন। (242, 973, 415, 1177)
table-cell: ১৬ নভেম্বর ২০২৩ সময়: ১০:০০ (605, 1504, 770, 1600)
table-cell: ০৪ (1215, 1088, 1255, 1107)
memo-date: তারিখ : ৩১/১০/২০২৩ (1436, 1552, 1523, 1563)
story-body: (পেছনের পৃষ্ঠার পর) ভর্তিকা। গত ২৪ দিনই এই নগরীর বাতাস ছিল সব থেকে দূষিত। এ সময় প্রতিদিন গড়ে বাতাসের মান ছিল অস্বাস্থ্যকর পর্যায়ে। অক্টোবরের দ্বিতীয় সপ্তাহ থেকে ঢাকার বাতাসের মান দ্রুত খারাপ হতে শুরু করে। বিশেষজ্ঞরা বলছেন, নির্মাণ কাজ, যানবাহনের ধোঁয়া এবং ইটভাটা থেকে নির্গত ধোঁয়া এই দূষণের প্রধান কারণ। (954, 852, 1195, 928)
story-body: (পেছনের পৃষ্ঠার পর) মেট্রোরেল চলাচলের সময়সূচি প্রকাশ করা হয়েছে। শনিবার থেকে আগারগাঁও-মতিঝিল অংশে ট্রেন চলাচল শুরু হবে। প্রথমে সকাল ৭টা থেকে বেলা ১১টা পর্যন্ত চলবে। ২০ মিনিট পরপর ট্রেন চলাচল করবে। যাত্রী সংখ্যা বাড়ার সঙ্গে সঙ্গে ট্রেনের সংখ্যাও বাড়ানো হবে বলে জানিয়েছে কর্তৃপক্ষ। ঢাকা ম্যাস ট্রানজিট কোম্পানি লিমিটেডের ব্যবস্থাপনা পরিচালক বলেন, আগামী বছরের শুরুতেই পুরো লাইনে পূর্ণ সময় ট্রেন চলবে। (1206, 646, 1536, 721)
ad-line: প্রশিক্ষণের স্থান : নকশা কেন্দ্র, বিসিক, ঢাকা। (1214, 991, 1373, 1002)
ad-signer: প্রধান নকশাবিদ (1464, 1251, 1521, 1263)
ad-title: করিম জুট মিলস লিমিটেড (478, 1777, 729, 1805)
